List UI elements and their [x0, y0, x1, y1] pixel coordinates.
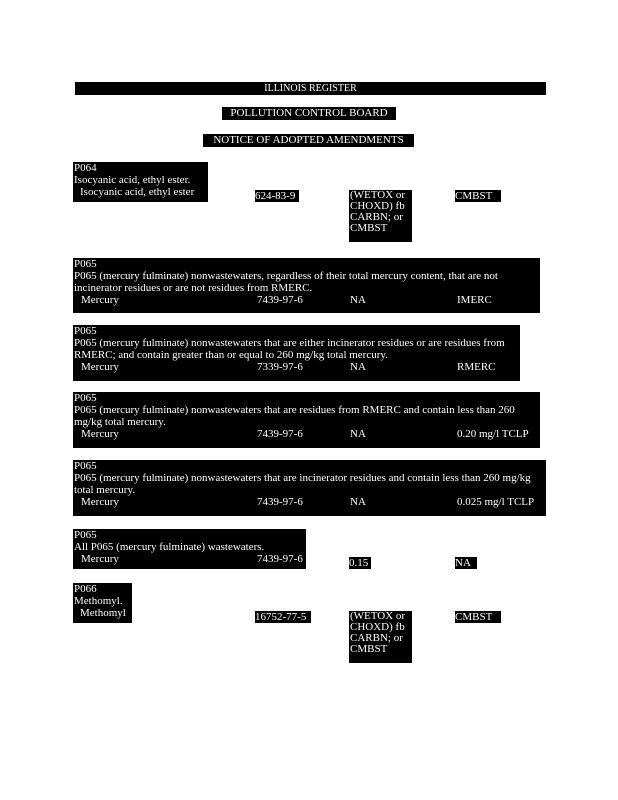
- constituent-name: Isocyanic acid, ethyl ester: [80, 186, 195, 198]
- constituent-name: Mercury: [81, 553, 119, 565]
- register-title: ILLINOIS REGISTER: [75, 84, 546, 93]
- constituent-name: Mercury: [81, 496, 119, 508]
- standard-line: (WETOX or: [350, 190, 406, 201]
- waste-code: P065: [74, 460, 97, 472]
- standard-line: CHOXD) fb: [350, 200, 405, 212]
- constituent-name: Mercury: [81, 428, 119, 440]
- entry-p065-block: [73, 258, 540, 313]
- waste-code: P065: [74, 392, 97, 404]
- constituent-name: Methomyl: [80, 607, 126, 619]
- standard-line: (WETOX or: [350, 611, 406, 622]
- cas-number: 16752-77-5: [255, 611, 311, 623]
- nonwastewater-standard: NA: [350, 496, 366, 508]
- nonwastewater-standard: NA: [350, 294, 366, 306]
- waste-description: P065 (mercury fulminate) nonwastewaters that are residues from RMERC and contain less than 260 mg/kg total mercury.: [74, 404, 515, 428]
- constituent-name: Mercury: [81, 294, 119, 306]
- waste-description: All P065 (mercury fulminate) wastewaters.: [74, 541, 265, 553]
- wastewater-standard: NA: [455, 557, 477, 569]
- nonwastewater-standard: NA: [350, 428, 366, 440]
- standard-line: CMBST: [350, 643, 388, 655]
- wastewater-standard: 0.025 mg/l TCLP: [457, 496, 535, 508]
- waste-code: P064: [74, 162, 97, 174]
- wastewater-standard: CMBST: [455, 611, 501, 623]
- cas-number: 7339-97-6: [257, 361, 303, 373]
- waste-description: Isocyanic acid, ethyl ester.: [74, 174, 191, 186]
- header-rule-bottom: [75, 93, 546, 95]
- wastewater-standard: CMBST: [455, 190, 501, 202]
- waste-description: P065 (mercury fulminate) nonwastewaters that are either incinerator residues or are residues from RMERC; and contain greater than or equal to 260 mg/kg total mercury.: [74, 337, 505, 361]
- nonwastewater-standard: [349, 611, 412, 663]
- constituent-row: [74, 361, 520, 373]
- wastewater-standard: RMERC: [457, 361, 496, 373]
- entry-p065-block: [73, 460, 546, 516]
- cas-number: 7439-97-6: [257, 428, 303, 440]
- cas-number: 624-83-9: [255, 190, 299, 202]
- entry-p064-block: [73, 162, 208, 202]
- waste-description: P065 (mercury fulminate) nonwastewaters, regardless of their total mercury content, that are not incinerator residues or are not residues from RMERC.: [74, 270, 498, 294]
- entry-p065-wastewater-block: [73, 529, 306, 569]
- waste-description: Methomyl.: [74, 595, 123, 607]
- standard-line: CARBN; or: [350, 632, 403, 644]
- waste-description: P065 (mercury fulminate) nonwastewaters that are incinerator residues and contain less than 260 mg/kg total mercury.: [74, 472, 531, 496]
- cas-number: 7439-97-6: [257, 553, 303, 565]
- cas-number: 7439-97-6: [257, 496, 303, 508]
- nonwastewater-standard: 0.15: [349, 557, 371, 569]
- constituent-row: [74, 496, 546, 508]
- standard-line: CARBN; or: [350, 211, 403, 223]
- waste-code: P066: [74, 583, 97, 595]
- wastewater-standard: 0.20 mg/l TCLP: [457, 428, 529, 440]
- waste-code: P065: [74, 529, 97, 541]
- wastewater-standard: IMERC: [457, 294, 492, 306]
- nonwastewater-standard: NA: [350, 361, 366, 373]
- entry-p066-block: [73, 583, 132, 623]
- constituent-name: Mercury: [81, 361, 119, 373]
- waste-code: P065: [74, 325, 97, 337]
- board-title: POLLUTION CONTROL BOARD: [222, 107, 396, 120]
- standard-line: CMBST: [350, 222, 388, 234]
- entry-p065-block: [73, 392, 540, 448]
- constituent-row: [74, 294, 540, 306]
- constituent-row: [74, 428, 540, 440]
- cas-number: 7439-97-6: [257, 294, 303, 306]
- entry-p065-block: [73, 325, 520, 381]
- notice-title: NOTICE OF ADOPTED AMENDMENTS: [203, 134, 414, 147]
- standard-line: CHOXD) fb: [350, 621, 405, 633]
- constituent-row: [74, 553, 306, 565]
- waste-code: P065: [74, 258, 97, 270]
- nonwastewater-standard: [349, 190, 412, 242]
